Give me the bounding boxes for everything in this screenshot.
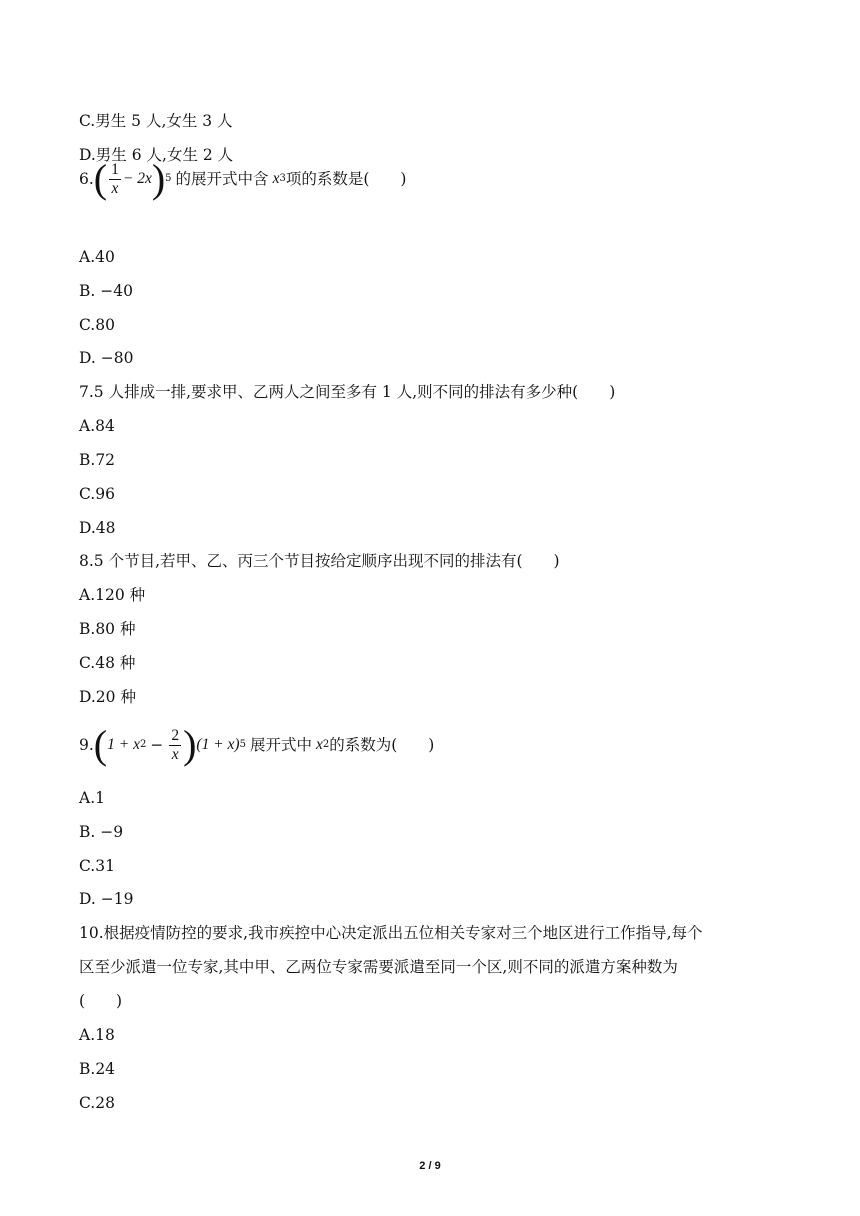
q9-option-b: B. −9 <box>79 823 124 841</box>
q9-text-a: 展开式中 <box>249 736 312 754</box>
q9-factor-exp: 5 <box>239 739 246 750</box>
q6-frac-den: x <box>111 179 119 197</box>
q9-stem <box>79 723 434 767</box>
q9-expression: ( 1 + x 2 − $\frac{2}{x}$ ) (1 + x) 5 <box>93 722 246 767</box>
q6-option-c: C.80 <box>79 316 115 334</box>
q8-stem: 8.5 个节目,若甲、乙、丙三个节目按给定顺序出现不同的排法有( ) <box>79 552 560 570</box>
q9-lead-exp: 2 <box>139 739 147 750</box>
q9-var: x <box>315 736 323 753</box>
q10-stem-line1: 10.根据疫情防控的要求,我市疾控中心决定派出五位相关专家对三个地区进行工作指导,每个 <box>79 924 703 942</box>
q5-option-d: D.男生 6 人,女生 2 人 <box>79 146 234 164</box>
q6-var: x <box>272 170 280 187</box>
q9-lead: 1 + x <box>107 736 140 753</box>
q6-number: 6. <box>79 170 94 188</box>
q9-var-exp: 2 <box>322 739 330 750</box>
q7-option-c: C.96 <box>79 485 115 503</box>
q6-expression: ( $\frac{1}{x}$ − 2x ) 5 <box>93 156 172 201</box>
q6-minus-term: − 2x <box>122 170 152 187</box>
q8-option-a: A.120 种 <box>79 586 146 604</box>
q7-stem: 7.5 人排成一排,要求甲、乙两人之间至多有 1 人,则不同的排法有多少种( ) <box>79 383 616 401</box>
q9-option-d: D. −19 <box>79 890 134 908</box>
q9-frac-num: 2 <box>171 726 180 744</box>
q10-stem-line3: ( ) <box>79 992 123 1010</box>
q8-option-b: B.80 种 <box>79 620 136 638</box>
q6-stem <box>79 157 406 201</box>
q6-option-d: D. −80 <box>79 349 134 367</box>
q10-stem-line2: 区至少派遣一位专家,其中甲、乙两位专家需要派遣至同一个区,则不同的派遣方案种数为 <box>79 958 678 976</box>
q7-option-a: A.84 <box>79 417 115 435</box>
q9-option-c: C.31 <box>79 857 115 875</box>
q8-option-c: C.48 种 <box>79 654 136 672</box>
q9-number: 9. <box>79 736 94 754</box>
q9-text-b: 的系数为( ) <box>329 736 435 754</box>
q6-option-b: B. −40 <box>79 282 133 300</box>
q10-option-b: B.24 <box>79 1060 116 1078</box>
q9-frac-den: x <box>171 745 179 763</box>
q6-text-b: 项的系数是( ) <box>285 170 407 188</box>
q7-option-d: D.48 <box>79 519 116 537</box>
q6-frac-num: 1 <box>111 160 119 178</box>
q6-option-a: A.40 <box>79 248 115 266</box>
q9-factor: (1 + x) <box>196 736 240 753</box>
page-number: 2 / 9 <box>419 1160 441 1172</box>
q9-option-a: A.1 <box>79 789 105 807</box>
q5-option-c: C.男生 5 人,女生 3 人 <box>79 112 233 130</box>
q6-var-exp: 3 <box>279 173 286 184</box>
q6-exponent: 5 <box>165 173 172 184</box>
q10-option-c: C.28 <box>79 1094 115 1112</box>
q10-option-a: A.18 <box>79 1026 115 1044</box>
q8-option-d: D.20 种 <box>79 688 136 706</box>
q6-text-a: 的展开式中含 <box>175 170 269 188</box>
q7-option-b: B.72 <box>79 451 116 469</box>
q9-minus: − <box>150 736 164 754</box>
